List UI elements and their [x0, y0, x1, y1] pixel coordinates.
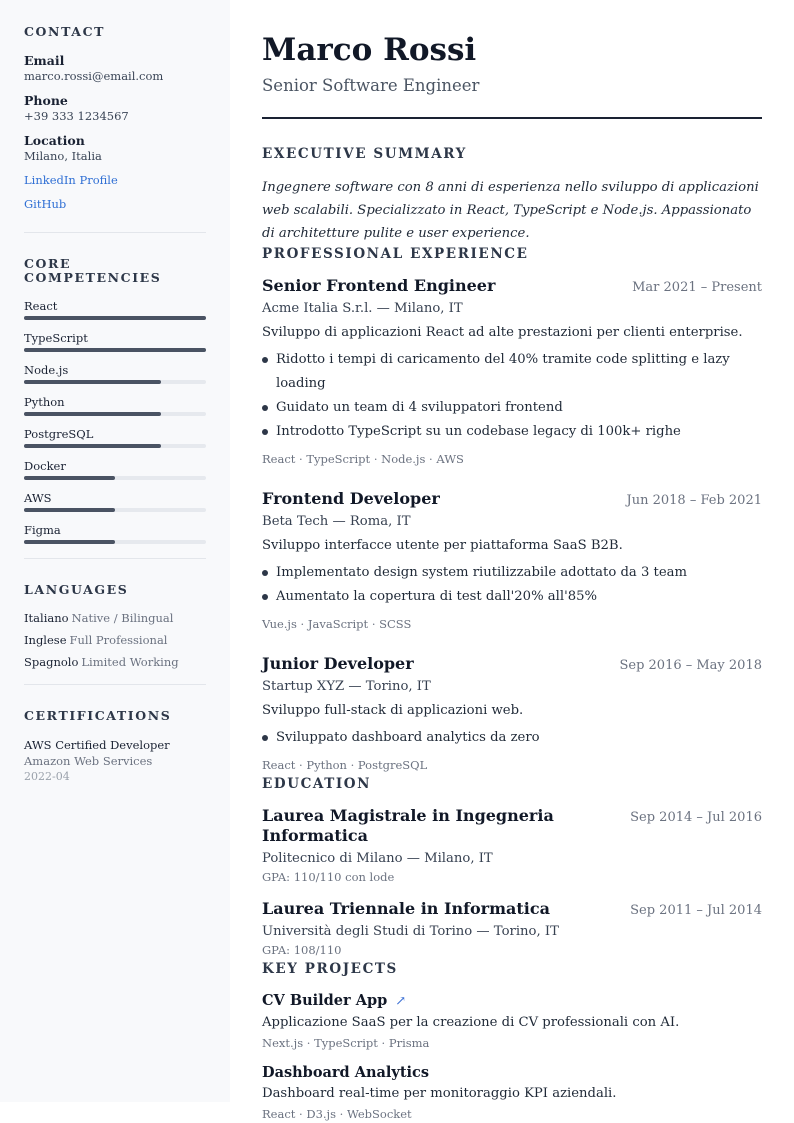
main-content	[262, 30, 762, 1122]
job-bullets	[262, 726, 762, 750]
external-link-icon[interactable]: ↗	[395, 994, 407, 1009]
language-level: Limited Working	[81, 655, 179, 669]
education-section	[262, 775, 762, 958]
skill-item	[24, 459, 206, 480]
skill-bar-track	[24, 412, 206, 416]
project-description: Dashboard real-time per monitoraggio KPI aziendali.	[262, 1086, 617, 1101]
skill-item	[24, 331, 206, 352]
skill-name: Docker	[24, 459, 66, 473]
job-bullet: Implementato design system riutilizzabile adottato da 3 team	[262, 561, 762, 585]
job-company: Startup XYZ — Torino, IT	[262, 679, 431, 694]
certifications-list	[24, 737, 206, 785]
skill-name: TypeScript	[24, 331, 88, 345]
certifications-heading: CERTIFICATIONS	[24, 708, 172, 723]
sidebar-divider	[24, 558, 206, 559]
skill-bar-track	[24, 316, 206, 320]
skill-bar-fill	[24, 348, 206, 352]
skill-bar-fill	[24, 508, 115, 512]
candidate-name: Marco Rossi	[262, 32, 477, 68]
competencies-section	[24, 257, 206, 544]
job-dates: Mar 2021 – Present	[632, 280, 762, 295]
job-entry	[262, 276, 762, 467]
skill-item	[24, 299, 206, 320]
education-header	[262, 899, 762, 919]
language-item	[24, 655, 206, 670]
github-link[interactable]: GitHub	[24, 197, 67, 211]
language-level: Native / Bilingual	[71, 611, 174, 625]
skill-bar-fill	[24, 412, 161, 416]
project-title: CV Builder App	[262, 992, 388, 1009]
job-title: Frontend Developer	[262, 489, 440, 508]
skill-bar-fill	[24, 476, 115, 480]
job-bullets	[262, 348, 762, 444]
job-header	[262, 654, 762, 674]
summary-heading: EXECUTIVE SUMMARY	[262, 146, 467, 162]
job-description: Sviluppo interfacce utente per piattaforma SaaS B2B.	[262, 538, 623, 553]
sidebar-divider	[24, 684, 206, 685]
job-bullet: Sviluppato dashboard analytics da zero	[262, 726, 762, 750]
skill-bar-fill	[24, 316, 206, 320]
skills-list	[24, 299, 206, 544]
project-entry	[262, 991, 762, 1051]
skill-bar-track	[24, 348, 206, 352]
education-entry	[262, 899, 762, 958]
job-bullet: Introdotto TypeScript su un codebase legacy di 100k+ righe	[262, 420, 762, 444]
skill-item	[24, 395, 206, 416]
certification-issuer: Amazon Web Services	[24, 754, 153, 768]
phone-label: Phone	[24, 93, 68, 108]
job-header	[262, 489, 762, 509]
linkedin-link[interactable]: LinkedIn Profile	[24, 173, 118, 187]
job-entry	[262, 489, 762, 632]
phone-value: +39 333 1234567	[24, 109, 129, 123]
sidebar	[0, 0, 230, 1102]
certification-name: AWS Certified Developer	[24, 738, 170, 752]
projects-section	[262, 960, 762, 1122]
skill-name: React	[24, 299, 58, 313]
education-dates: Sep 2011 – Jul 2014	[630, 903, 762, 918]
email-label: Email	[24, 53, 65, 68]
job-tech-stack: Vue.js · JavaScript · SCSS	[262, 617, 412, 631]
education-list	[262, 806, 762, 958]
language-name: Inglese	[24, 633, 67, 647]
language-item	[24, 633, 206, 648]
skill-bar-track	[24, 476, 206, 480]
job-description: Sviluppo di applicazioni React ad alte prestazioni per clienti enterprise.	[262, 325, 743, 340]
job-description: Sviluppo full-stack di applicazioni web.	[262, 703, 524, 718]
skill-item	[24, 363, 206, 384]
projects-heading: KEY PROJECTS	[262, 961, 398, 977]
certifications-section	[24, 709, 206, 785]
email-item	[24, 53, 206, 84]
education-degree: Laurea Triennale in Informatica	[262, 899, 550, 918]
contact-section	[24, 25, 206, 212]
job-bullet: Ridotto i tempi di caricamento del 40% tramite code splitting e lazy loading	[262, 348, 762, 396]
skill-bar-track	[24, 508, 206, 512]
experience-heading: PROFESSIONAL EXPERIENCE	[262, 246, 529, 262]
job-company: Beta Tech — Roma, IT	[262, 514, 411, 529]
jobs-list	[262, 276, 762, 773]
education-header	[262, 806, 762, 846]
job-dates: Jun 2018 – Feb 2021	[626, 493, 762, 508]
certification-item	[24, 737, 206, 785]
project-description: Applicazione SaaS per la creazione di CV professionali con AI.	[262, 1015, 680, 1030]
certification-date: 2022-04	[24, 770, 70, 783]
language-name: Italiano	[24, 611, 69, 625]
education-school: Università degli Studi di Torino — Torino, IT	[262, 924, 559, 939]
header-rule	[262, 117, 762, 119]
job-bullets	[262, 561, 762, 609]
job-bullet: Aumentato la copertura di test dall'20% all'85%	[262, 585, 762, 609]
skill-name: AWS	[24, 491, 52, 505]
skill-item	[24, 491, 206, 512]
education-gpa: GPA: 110/110 con lode	[262, 870, 395, 884]
education-heading: EDUCATION	[262, 776, 372, 792]
project-title-row	[262, 1063, 762, 1083]
languages-list	[24, 611, 206, 670]
skill-bar-fill	[24, 380, 161, 384]
project-title-row	[262, 991, 762, 1012]
location-label: Location	[24, 133, 85, 148]
experience-section	[262, 245, 762, 773]
job-title: Senior Frontend Engineer	[262, 276, 496, 295]
summary-text: Ingegnere software con 8 anni di esperienza nello sviluppo di applicazioni web scalabili. Specializzato in React, TypeScript e Node.js. Appassionato di architetture pulite e user experience.	[262, 180, 759, 241]
job-entry	[262, 654, 762, 773]
candidate-role: Senior Software Engineer	[262, 76, 480, 95]
project-tech-stack: Next.js · TypeScript · Prisma	[262, 1036, 430, 1050]
job-dates: Sep 2016 – May 2018	[619, 658, 762, 673]
skill-name: PostgreSQL	[24, 427, 94, 441]
phone-item	[24, 93, 206, 124]
location-value: Milano, Italia	[24, 149, 102, 163]
project-tech-stack: React · D3.js · WebSocket	[262, 1107, 412, 1121]
job-title: Junior Developer	[262, 654, 414, 673]
education-entry	[262, 806, 762, 885]
skill-bar-fill	[24, 444, 161, 448]
skill-bar-track	[24, 540, 206, 544]
skill-name: Python	[24, 395, 65, 409]
languages-section	[24, 583, 206, 670]
projects-list	[262, 991, 762, 1122]
skill-item	[24, 427, 206, 448]
sidebar-divider	[24, 232, 206, 233]
job-bullet: Guidato un team di 4 sviluppatori frontend	[262, 396, 762, 420]
language-name: Spagnolo	[24, 655, 79, 669]
skill-item	[24, 523, 206, 544]
education-degree: Laurea Magistrale in Ingegneria Informatica	[262, 806, 554, 845]
education-school: Politecnico di Milano — Milano, IT	[262, 851, 493, 866]
project-title: Dashboard Analytics	[262, 1064, 430, 1081]
summary-section	[262, 145, 762, 245]
job-header	[262, 276, 762, 296]
project-entry	[262, 1063, 762, 1122]
education-dates: Sep 2014 – Jul 2016	[630, 810, 762, 825]
location-item	[24, 133, 206, 164]
contact-heading: CONTACT	[24, 24, 106, 39]
education-gpa: GPA: 108/110	[262, 943, 342, 957]
skill-bar-fill	[24, 540, 115, 544]
language-level: Full Professional	[69, 633, 168, 647]
job-tech-stack: React · TypeScript · Node.js · AWS	[262, 452, 464, 466]
email-value: marco.rossi@email.com	[24, 69, 164, 83]
skill-name: Figma	[24, 523, 61, 537]
job-tech-stack: React · Python · PostgreSQL	[262, 758, 428, 772]
job-company: Acme Italia S.r.l. — Milano, IT	[262, 301, 463, 316]
skill-bar-track	[24, 444, 206, 448]
skill-name: Node.js	[24, 363, 69, 377]
skill-bar-track	[24, 380, 206, 384]
competencies-heading: CORE COMPETENCIES	[24, 256, 162, 285]
languages-heading: LANGUAGES	[24, 582, 129, 597]
language-item	[24, 611, 206, 626]
